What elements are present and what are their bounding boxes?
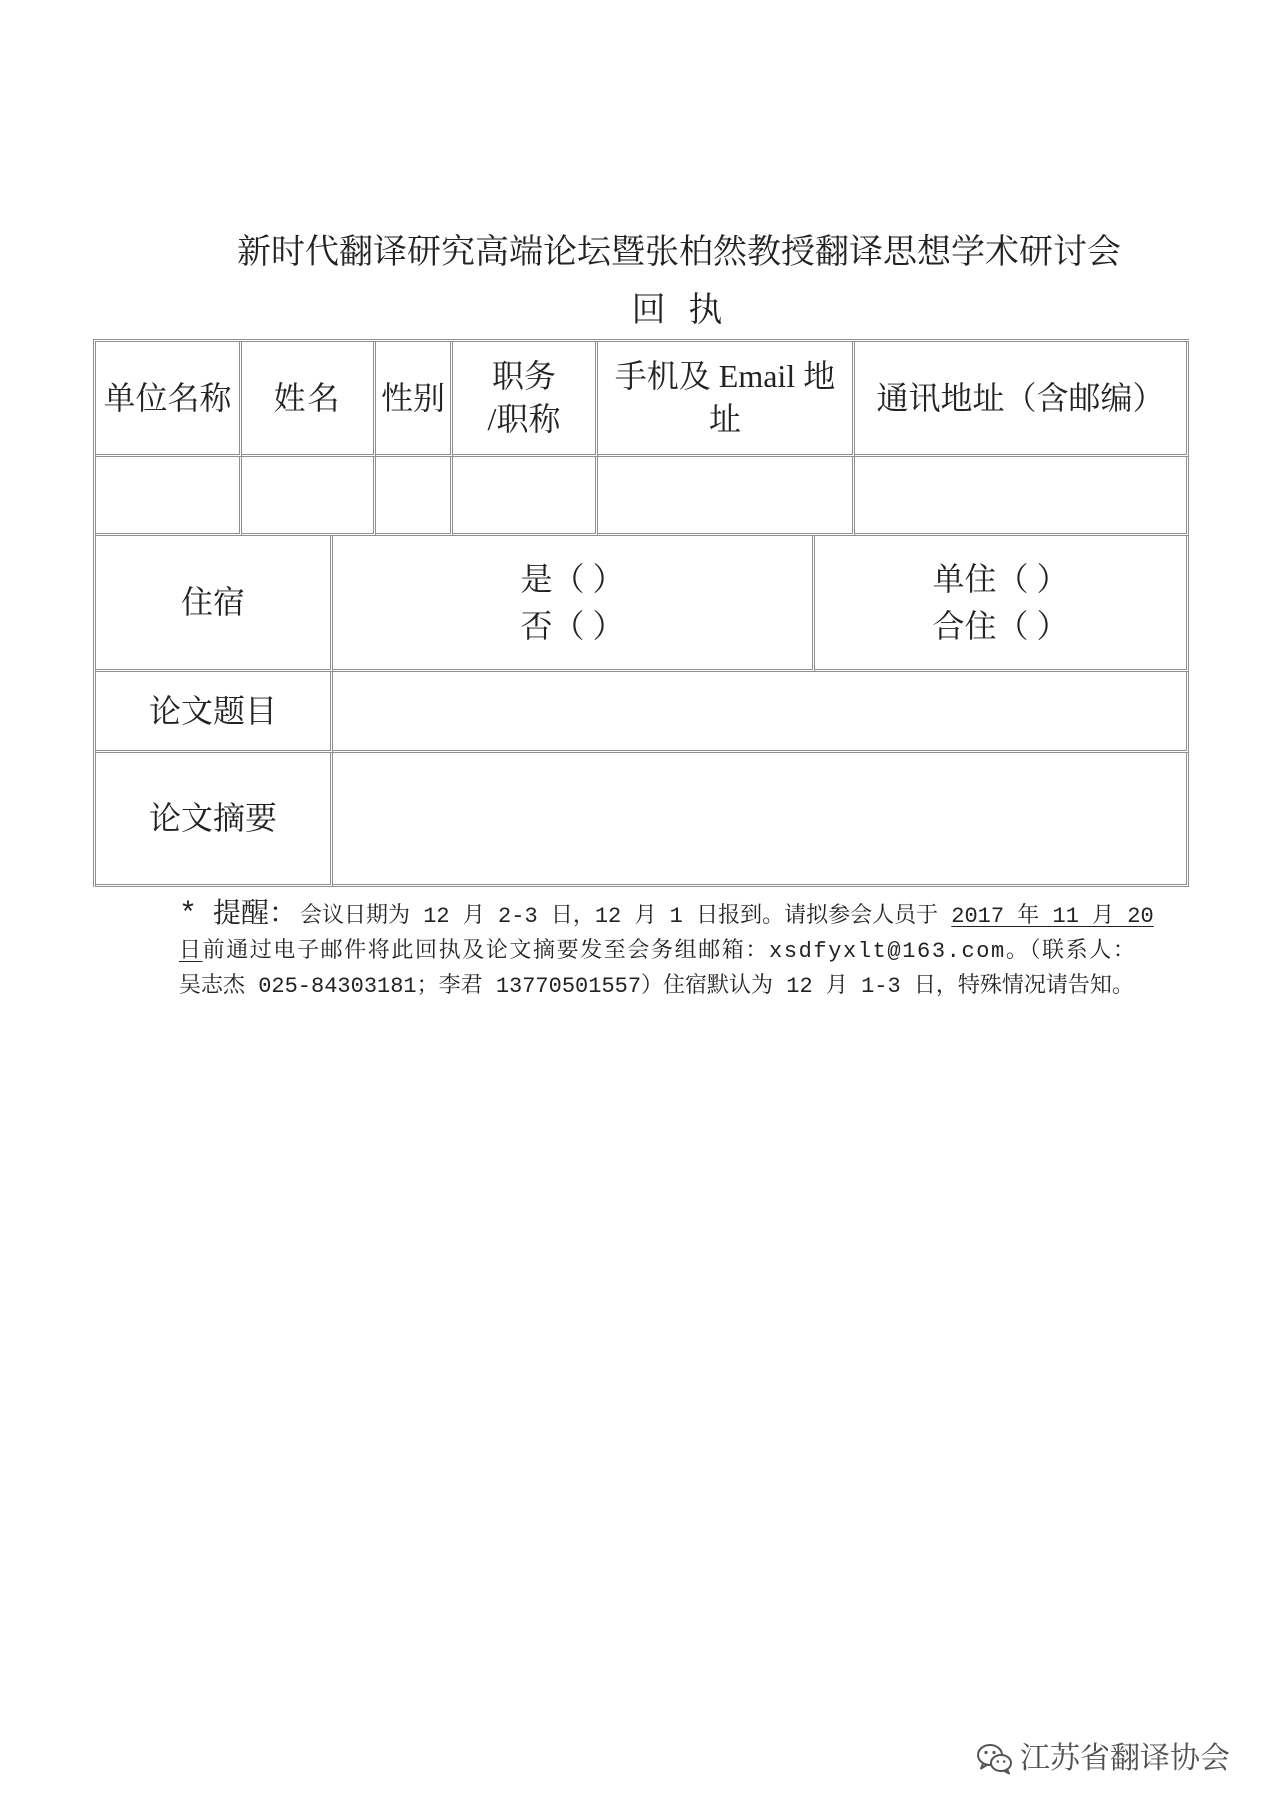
note-text: 吴志杰 025-84303181；李君 13770501557）住宿默认为 12 月 1-3 日，特殊情况请告知。 [179,974,1134,999]
input-cell-organization [96,457,242,536]
input-cell-address [855,457,1189,536]
watermark [976,1740,1230,1778]
accommodation-option-no: 否（ ） [520,607,625,644]
accommodation-label-cell [96,536,333,672]
wechat-icon [976,1742,1014,1776]
deadline-text-continued: 日 [179,939,203,964]
registration-form [93,339,1189,887]
note-text: 前通过电子邮件将此回执及论文摘要发至会务组邮箱：xsdfyxlt@163.com。（联系人： [202,939,1137,964]
header-label-contact-line2: 址 [708,401,741,437]
paper-title-label-cell [96,672,333,753]
paper-title-label: 论文题目 [148,692,277,729]
input-cell-name [242,457,376,536]
paper-abstract-field [333,753,1189,887]
header-cell-position [453,342,598,457]
wechat-icon-graphic [976,1742,1014,1776]
header-cell-name [242,342,376,457]
note-text: 会议日期为 12 月 2-3 日，12 月 1 日报到。请拟参会人员于 [300,904,952,929]
reminder-note-line1 [179,897,1179,935]
page-title: 新时代翻译研究高端论坛暨张柏然教授翻译思想学术研讨会 [237,232,1121,272]
paper-abstract-label-cell [96,753,333,887]
header-label-organization: 单位名称 [103,379,232,416]
reminder-note-line2 [179,934,1179,970]
room-option-shared: 合住（ ） [932,607,1069,644]
header-cell-address [855,342,1189,457]
input-cell-contact [598,457,855,536]
header-label-gender: 性别 [380,379,445,416]
watermark-text: 江苏省翻译协会 [1020,1741,1230,1776]
accommodation-choice-cell [333,536,815,672]
note-marker: * [179,898,198,932]
header-label-address: 通讯地址（含邮编） [876,379,1165,416]
paper-abstract-label: 论文摘要 [148,800,277,836]
header-label-position-line1: 职务 [491,358,556,394]
paper-title-field [333,672,1189,753]
receipt-title: 回 执 [631,290,729,330]
header-label-contact-line1: 手机及 Email 地 [614,358,836,394]
input-cell-position [453,457,598,536]
room-option-single: 单住（ ） [932,560,1069,597]
room-type-cell [815,536,1189,672]
header-cell-contact [598,342,855,457]
accommodation-label: 住宿 [180,584,245,620]
header-label-name: 姓名 [273,379,342,416]
header-cell-gender [376,342,453,457]
accommodation-option-yes: 是（ ） [520,560,625,597]
input-cell-gender [376,457,453,536]
note-label: 提醒： [213,900,298,931]
deadline-text: 2017 年 11 月 20 [951,904,1154,929]
header-label-position-line2: /职称 [487,401,561,437]
reminder-note-line3 [179,969,1179,1005]
header-cell-organization [96,342,242,457]
